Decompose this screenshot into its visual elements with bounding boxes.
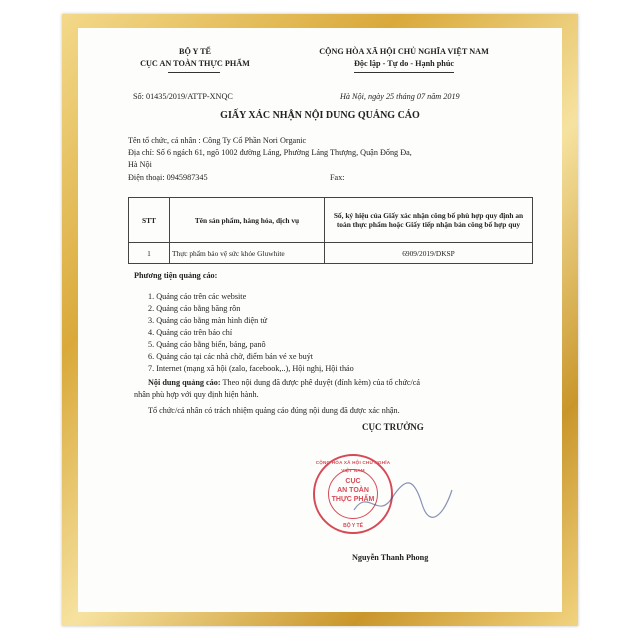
- motto: Độc lập - Tự do - Hạnh phúc: [353, 59, 455, 68]
- header-right-underline: [354, 72, 454, 73]
- media-item: 4. Quảng cáo trên báo chí: [148, 328, 233, 337]
- phone-line: Điện thoại: 0945987345: [128, 173, 208, 182]
- header-left-underline: [168, 72, 220, 73]
- address-line-1: Địa chỉ: Số 6 ngách 61, ngõ 1002 đường Láng, Phường Láng Thượng, Quận Đống Đa,: [128, 148, 412, 157]
- media-title: Phương tiện quảng cáo:: [134, 271, 218, 280]
- media-item: 1. Quảng cáo trên các website: [148, 292, 247, 301]
- header-certificate: Số, ký hiệu của Giấy xác nhận công bố phù hợp quy định an toàn thực phẩm hoặc Giấy tiếp nhận bản công bố hợp quy: [325, 198, 533, 243]
- table-header-row: [129, 198, 533, 243]
- content-line-1: [148, 377, 420, 388]
- signer-name: Nguyễn Thanh Phong: [352, 553, 429, 562]
- table-row: [129, 243, 533, 264]
- seal-line-2: AN TOÀN: [337, 487, 369, 494]
- country-name: CỘNG HÒA XÃ HỘI CHỦ NGHĨA VIỆT NAM: [319, 47, 489, 56]
- seal-line-1: CỤC: [345, 478, 361, 485]
- header-product: Tên sản phẩm, hàng hóa, dịch vụ: [170, 198, 325, 243]
- place-date: Hà Nội, ngày 25 tháng 07 năm 2019: [340, 92, 460, 101]
- header-stt: STT: [129, 198, 170, 243]
- content-text: Theo nội dung đã được phê duyệt (đính kèm) của tổ chức/cá: [220, 378, 421, 387]
- cell-product: Thực phẩm bảo vệ sức khỏe Gluwhite: [170, 243, 325, 264]
- media-item: 2. Quảng cáo bằng băng rôn: [148, 304, 241, 313]
- media-item: 3. Quảng cáo bằng màn hình điện tử: [148, 316, 268, 325]
- signatory-title: CỤC TRƯỞNG: [362, 422, 424, 432]
- media-item: 6. Quảng cáo tại các nhà chờ, điểm bán vé xe buýt: [148, 352, 314, 361]
- seal-bottom-text: BỘ Y TẾ: [343, 523, 363, 529]
- seal-ring-text: CỘNG HÒA XÃ HỘI CHỦ NGHĨA VIỆT NAM: [315, 460, 391, 473]
- cell-stt: 1: [129, 243, 170, 264]
- document-title: GIẤY XÁC NHẬN NỘI DUNG QUẢNG CÁO: [220, 110, 420, 121]
- fax-line: Fax:: [330, 173, 345, 182]
- media-item: 5. Quảng cáo bằng biển, bảng, panô: [148, 340, 266, 349]
- content-line-2: nhân phù hợp với quy định hiện hành.: [134, 390, 259, 399]
- department-name: CỤC AN TOÀN THỰC PHẨM: [140, 59, 250, 68]
- media-item: 7. Internet (mạng xã hội (zalo, facebook,..), Hội nghị, Hội thảo: [148, 364, 354, 373]
- responsibility-line: Tổ chức/cá nhân có trách nhiệm quảng cáo đúng nội dung đã được xác nhận.: [148, 406, 400, 415]
- product-table: [128, 197, 533, 264]
- ministry-name: BỘ Y TẾ: [178, 47, 211, 56]
- organization-line: Tên tổ chức, cá nhân : Công Ty Cổ Phần Nori Organic: [128, 136, 307, 145]
- cell-certificate: 6909/2019/DKSP: [325, 243, 533, 264]
- document-number: Số: 01435/2019/ATTP-XNQC: [133, 92, 233, 101]
- seal-line-3: THỰC PHẨM: [331, 496, 375, 503]
- address-line-2: Hà Nội: [128, 160, 152, 169]
- handwritten-signature: [348, 470, 458, 530]
- content-label: Nội dung quảng cáo:: [148, 378, 221, 387]
